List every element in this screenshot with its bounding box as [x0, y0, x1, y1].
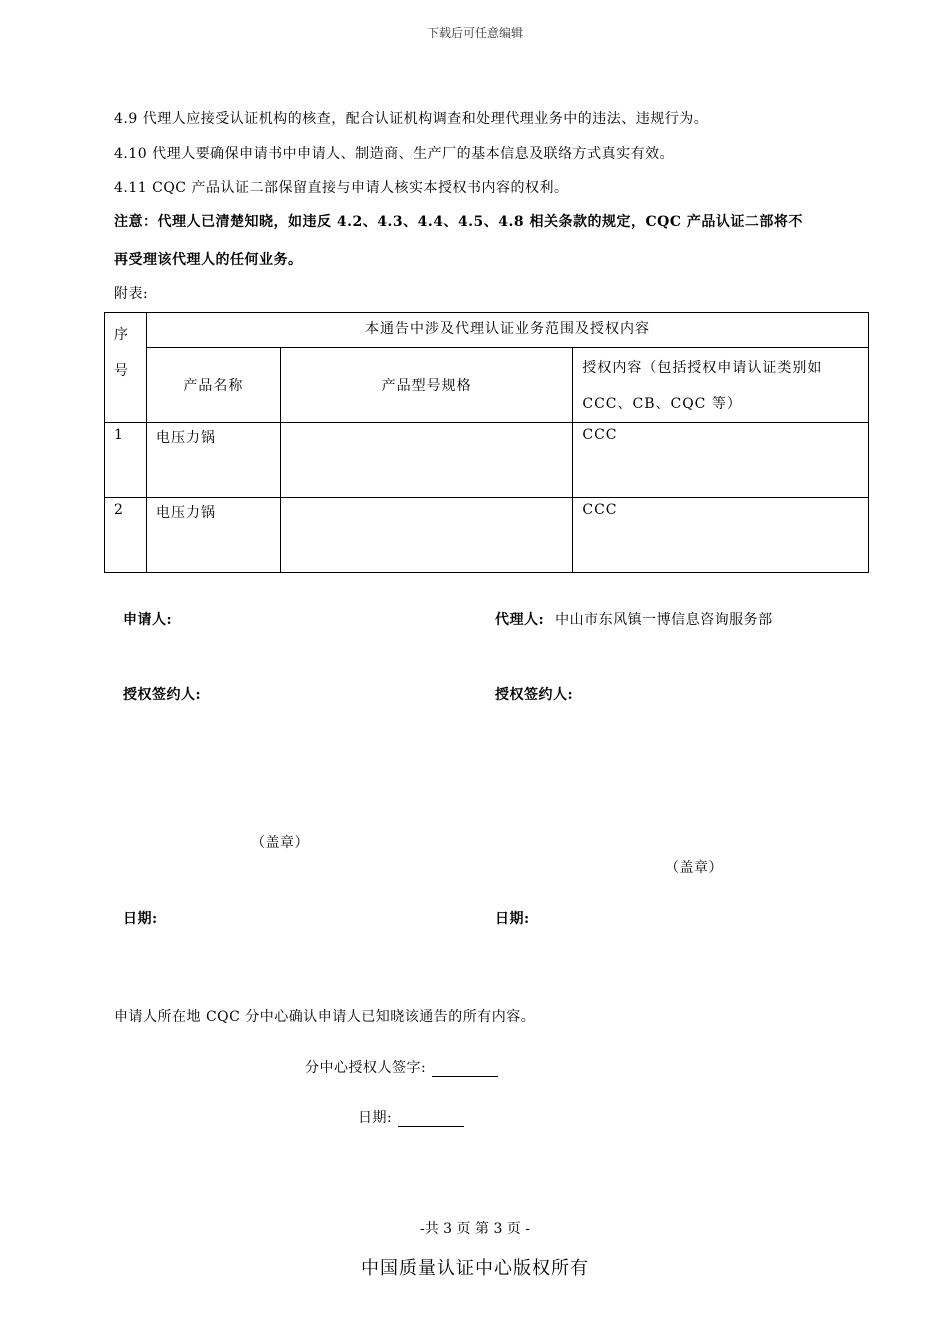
center-date-line: [398, 1112, 464, 1127]
header-seq-2: 号: [114, 363, 129, 379]
col-product-model: 产品型号规格: [280, 348, 573, 423]
signer-label-right: 授权签约人:: [495, 687, 574, 703]
seal-left: （盖章）: [251, 835, 309, 851]
col-auth-line-1: 授权内容（包括授权申请认证类别如: [582, 360, 823, 376]
date-label-left: 日期:: [123, 911, 158, 927]
confirmation-text: 申请人所在地 CQC 分中心确认申请人已知晓该通告的所有内容。: [114, 1009, 536, 1025]
clause-4-9: 4.9 代理人应接受认证机构的核查，配合认证机构调查和处理代理业务中的违法、违规行为。: [114, 111, 709, 127]
row-seq: 2: [105, 498, 147, 573]
seal-right: （盖章）: [665, 860, 723, 876]
page-number: -共 3 页 第 3 页 -: [420, 1221, 530, 1237]
row-seq: 1: [105, 423, 147, 498]
notice-line-1: 注意：代理人已清楚知晓，如违反 4.2、4.3、4.4、4.5、4.8 相关条款的规定，CQC 产品认证二部将不: [114, 214, 803, 230]
header-note: 下载后可任意编辑: [426, 26, 523, 40]
copyright-footer: 中国质量认证中心版权所有: [361, 1258, 589, 1279]
col-product-name: 产品名称: [146, 348, 280, 423]
header-seq-1: 序: [114, 327, 129, 343]
clause-4-10: 4.10 代理人要确保申请书中申请人、制造商、生产厂的基本信息及联络方式真实有效。: [114, 146, 675, 162]
row-auth: CCC: [573, 498, 869, 573]
clause-4-11: 4.11 CQC 产品认证二部保留直接与申请人核实本授权书内容的权利。: [114, 180, 569, 196]
row-product-name: 电压力锅: [146, 498, 280, 573]
attachment-label: 附表:: [114, 286, 149, 302]
col-auth-content: [573, 348, 869, 423]
row-product-model: [280, 423, 573, 498]
center-date-label: 日期:: [358, 1110, 393, 1126]
agent-value: 中山市东风镇一博信息咨询服务部: [555, 612, 773, 628]
agent-label: 代理人:: [495, 612, 545, 628]
center-date-row: [358, 1107, 464, 1127]
header-title: 本通告中涉及代理认证业务范围及授权内容: [146, 313, 868, 348]
center-sign-label: 分中心授权人签字:: [305, 1060, 427, 1076]
applicant-label: 申请人:: [123, 612, 173, 628]
center-sign-line: [432, 1062, 498, 1077]
row-product-name: 电压力锅: [146, 423, 280, 498]
col-auth-line-2: CCC、CB、CQC 等）: [582, 396, 742, 412]
row-auth: CCC: [573, 423, 869, 498]
date-label-right: 日期:: [495, 911, 530, 927]
signer-label-left: 授权签约人:: [123, 687, 202, 703]
row-product-model: [280, 498, 573, 573]
header-seq-cell: [105, 313, 147, 423]
notice-line-2: 再受理该代理人的任何业务。: [114, 252, 303, 268]
agent-block: [495, 609, 773, 629]
table-row: [105, 498, 869, 573]
table-row: [105, 423, 869, 498]
authorization-table: [104, 312, 869, 573]
center-sign-row: [305, 1057, 498, 1077]
